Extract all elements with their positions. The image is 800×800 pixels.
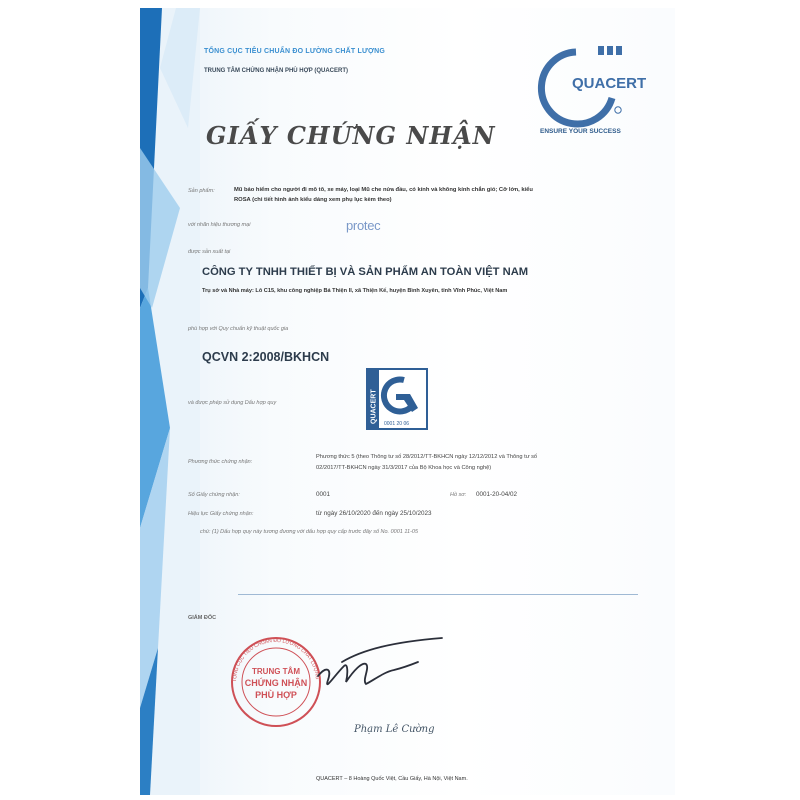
validity-period: từ ngày 26/10/2020 đến ngày 25/10/2023 [316,510,432,517]
footer-address: QUACERT – 8 Hoàng Quốc Việt, Cầu Giấy, Hà Nội, Việt Nam. [316,776,468,782]
official-stamp [231,638,320,726]
agency-name: TỔNG CỤC TIÊU CHUẨN ĐO LƯỜNG CHẤT LƯỢNG [204,48,386,55]
handwritten-signature [318,638,442,684]
certificate-number-label: Số Giấy chứng nhận: [188,492,240,498]
brand-logo: protec [346,218,381,233]
note-text: chú: (1) Dấu hợp quy này tương đương với dấu hợp quy cấp trước đây số No. 0001 11-05 [200,529,419,535]
stamp-line-2: CHỨNG NHẬN [244,678,308,688]
stamp-top-text: TỔNG CỤC TIÊU CHUẨN ĐO LƯỜNG CHẤT LƯỢNG [231,637,320,683]
signature-and-stamp [222,636,482,756]
file-number: 0001-20-04/02 [476,491,517,498]
product-label: Sản phẩm: [188,188,215,194]
method-label: Phương thức chứng nhận: [188,459,253,465]
logo-wordmark: QUACERT [572,75,647,92]
conformity-mark-icon [366,368,428,430]
certificate-title: GIẤY CHỨNG NHẬN [206,121,496,150]
company-name: CÔNG TY TNHH THIẾT BỊ VÀ SẢN PHẨM AN TOÀN VIỆT NAM [202,266,529,278]
mark-side-text: QUACERT [370,389,378,424]
validity-label: Hiệu lực Giấy chứng nhận: [188,511,254,517]
stamp-line-3: PHÙ HỢP [255,690,297,700]
conformity-mark-label: và được phép sử dụng Dấu hợp quy [188,400,277,406]
center-name: TRUNG TÂM CHỨNG NHẬN PHÙ HỢP (QUACERT) [204,68,348,74]
director-label: GIÁM ĐỐC [188,615,217,621]
certificate-number: 0001 [316,491,331,498]
manufacturer-label: được sản xuất tại [188,249,231,255]
method-line-2: 02/2017/TT-BKHCN ngày 31/3/2017 của Bộ Khoa học và Công nghệ) [316,465,492,471]
company-address: Trụ sở và Nhà máy: Lô C15, khu công nghiệp Bá Thiện II, xã Thiện Kế, huyện Bình Xuyên, tỉnh Vĩnh Phúc, Việt Nam [202,288,508,294]
method-line-1: Phương thức 5 (theo Thông tư số 28/2012/TT-BKHCN ngày 12/12/2012 và Thông tư số [316,454,538,460]
logo-tagline: ENSURE YOUR SUCCESS [540,128,621,135]
file-number-label: Hồ sơ: [450,492,467,498]
divider-line [238,594,638,595]
stamp-line-1: TRUNG TÂM [252,667,300,676]
quacert-logo [518,38,668,138]
signer-name: Phạm Lê Cường [354,724,435,735]
mark-code: 0001 20 06 [384,421,410,427]
product-line-1: Mũ bảo hiểm cho người đi mô tô, xe máy, loại Mũ che nửa đầu, có kính và không kính chắn gió; Cỡ lớn, kiểu [234,187,533,193]
standard-code: QCVN 2:2008/BKHCN [202,350,330,364]
certificate-page [140,8,675,795]
product-line-2: ROSA (chi tiết hình ảnh kiểu dáng xem phụ lục kèm theo) [234,197,392,203]
standard-label: phù hợp với Quy chuẩn kỹ thuật quốc gia [188,326,289,332]
brand-label: với nhãn hiệu thương mại [188,222,251,228]
quacert-logo-icon [518,38,668,128]
